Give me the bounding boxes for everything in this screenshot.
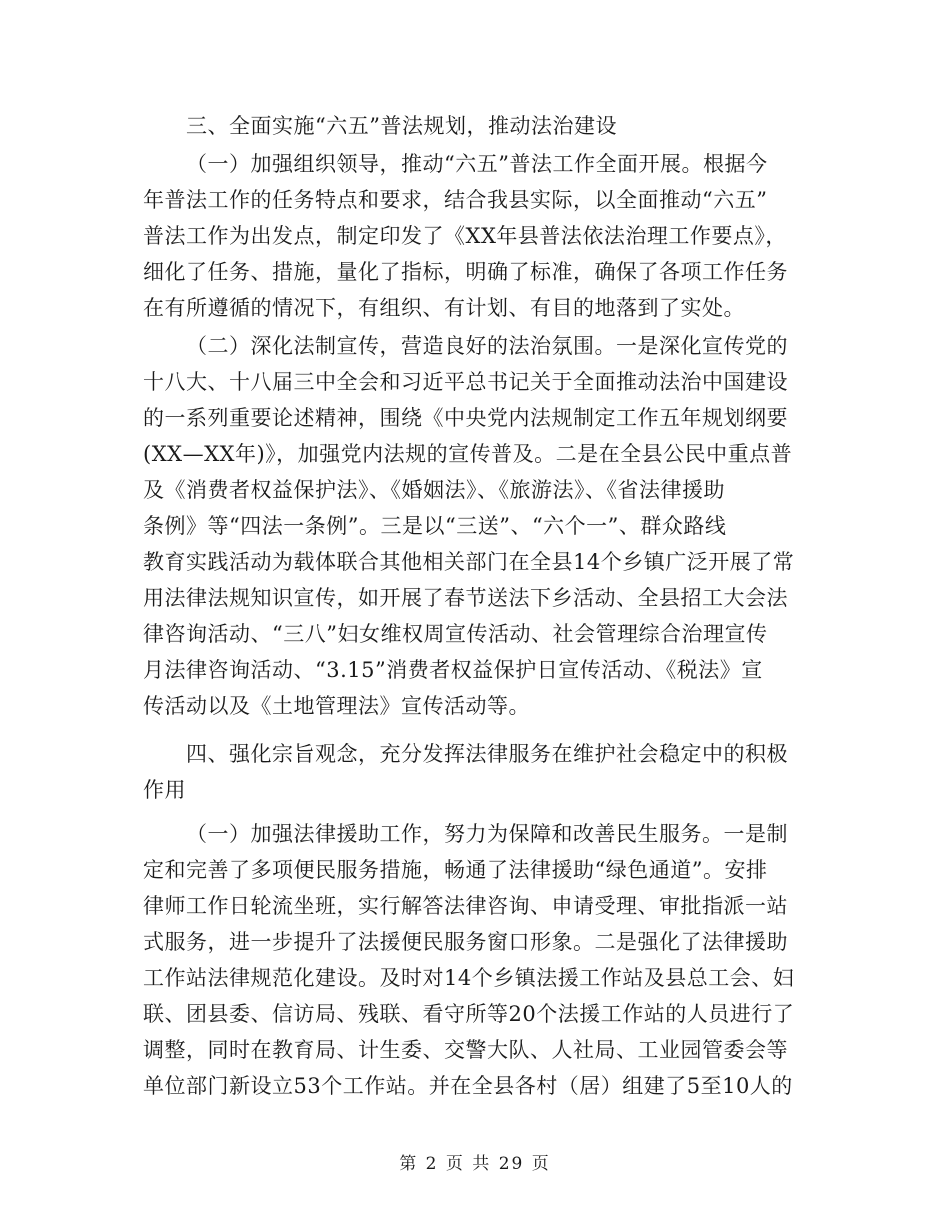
paragraph-line: 用法律法规知识宣传，如开展了春节送法下乡活动、全县招工大会法 xyxy=(143,586,788,610)
paragraph-line: 单位部门新设立53个工作站。并在全县各村（居）组建了5至10人的 xyxy=(143,1074,793,1098)
paragraph-line: 年普法工作的任务特点和要求，结合我县实际，以全面推动“六五” xyxy=(143,188,768,212)
paragraph-line: （一）加强法律援助工作，努力为保障和改善民生服务。一是制 xyxy=(186,822,788,846)
paragraph-line: 十八大、十八届三中全会和习近平总书记关于全面推动法治中国建设 xyxy=(143,370,788,394)
section-heading: 四、强化宗旨观念，充分发挥法律服务在维护社会稳定中的积极 xyxy=(186,742,788,766)
paragraph-line: 传活动以及《土地管理法》宣传活动等。 xyxy=(143,694,530,718)
paragraph-line: 律师工作日轮流坐班，实行解答法律咨询、申请受理、审批指派一站 xyxy=(143,894,788,918)
paragraph-line: 工作站法律规范化建设。及时对14个乡镇法援工作站及县总工会、妇 xyxy=(143,966,795,990)
paragraph-line: 式服务，进一步提升了法援便民服务窗口形象。二是强化了法律援助 xyxy=(143,930,788,954)
section-heading: 作用 xyxy=(143,778,186,802)
paragraph-line: 及《消费者权益保护法》、《婚姻法》、《旅游法》、《省法律援助 xyxy=(143,478,725,502)
paragraph-line: 调整，同时在教育局、计生委、交警大队、人社局、工业园管委会等 xyxy=(143,1038,788,1062)
paragraph-line: 教育实践活动为载体联合其他相关部门在全县14个乡镇广泛开展了常 xyxy=(143,550,795,574)
paragraph-line: （一）加强组织领导，推动“六五”普法工作全面开展。根据今 xyxy=(186,152,768,176)
paragraph-line: 条例》等“四法一条例”。三是以“三送”、“六个一”、群众路线 xyxy=(143,514,727,538)
paragraph-line: 在有所遵循的情况下，有组织、有计划、有目的地落到了实处。 xyxy=(143,296,745,320)
paragraph-line: 定和完善了多项便民服务措施，畅通了法律援助“绿色通道”。安排 xyxy=(143,858,768,882)
paragraph-line: 律咨询活动、“三八”妇女维权周宣传活动、社会管理综合治理宣传 xyxy=(143,622,768,646)
paragraph-line: 的一系列重要论述精神，围绕《中央党内法规制定工作五年规划纲要 xyxy=(143,406,788,430)
section-heading: 三、全面实施“六五”普法规划，推动法治建设 xyxy=(186,114,617,138)
paragraph-line: 月法律咨询活动、“3.15”消费者权益保护日宣传活动、《税法》宣 xyxy=(143,658,763,682)
paragraph-line: （二）深化法制宣传，营造良好的法治氛围。一是深化宣传党的 xyxy=(186,334,788,358)
paragraph-line: (XX—XX年)》，加强党内法规的宣传普及。二是在全县公民中重点普 xyxy=(143,442,793,466)
paragraph-line: 细化了任务、措施，量化了指标，明确了标准，确保了各项工作任务 xyxy=(143,260,788,284)
page-number-footer: 第 2 页 共 29 页 xyxy=(399,1154,551,1174)
paragraph-line: 普法工作为出发点，制定印发了《XX年县普法依法治理工作要点》， xyxy=(143,224,787,248)
paragraph-line: 联、团县委、信访局、残联、看守所等20个法援工作站的人员进行了 xyxy=(143,1002,795,1026)
